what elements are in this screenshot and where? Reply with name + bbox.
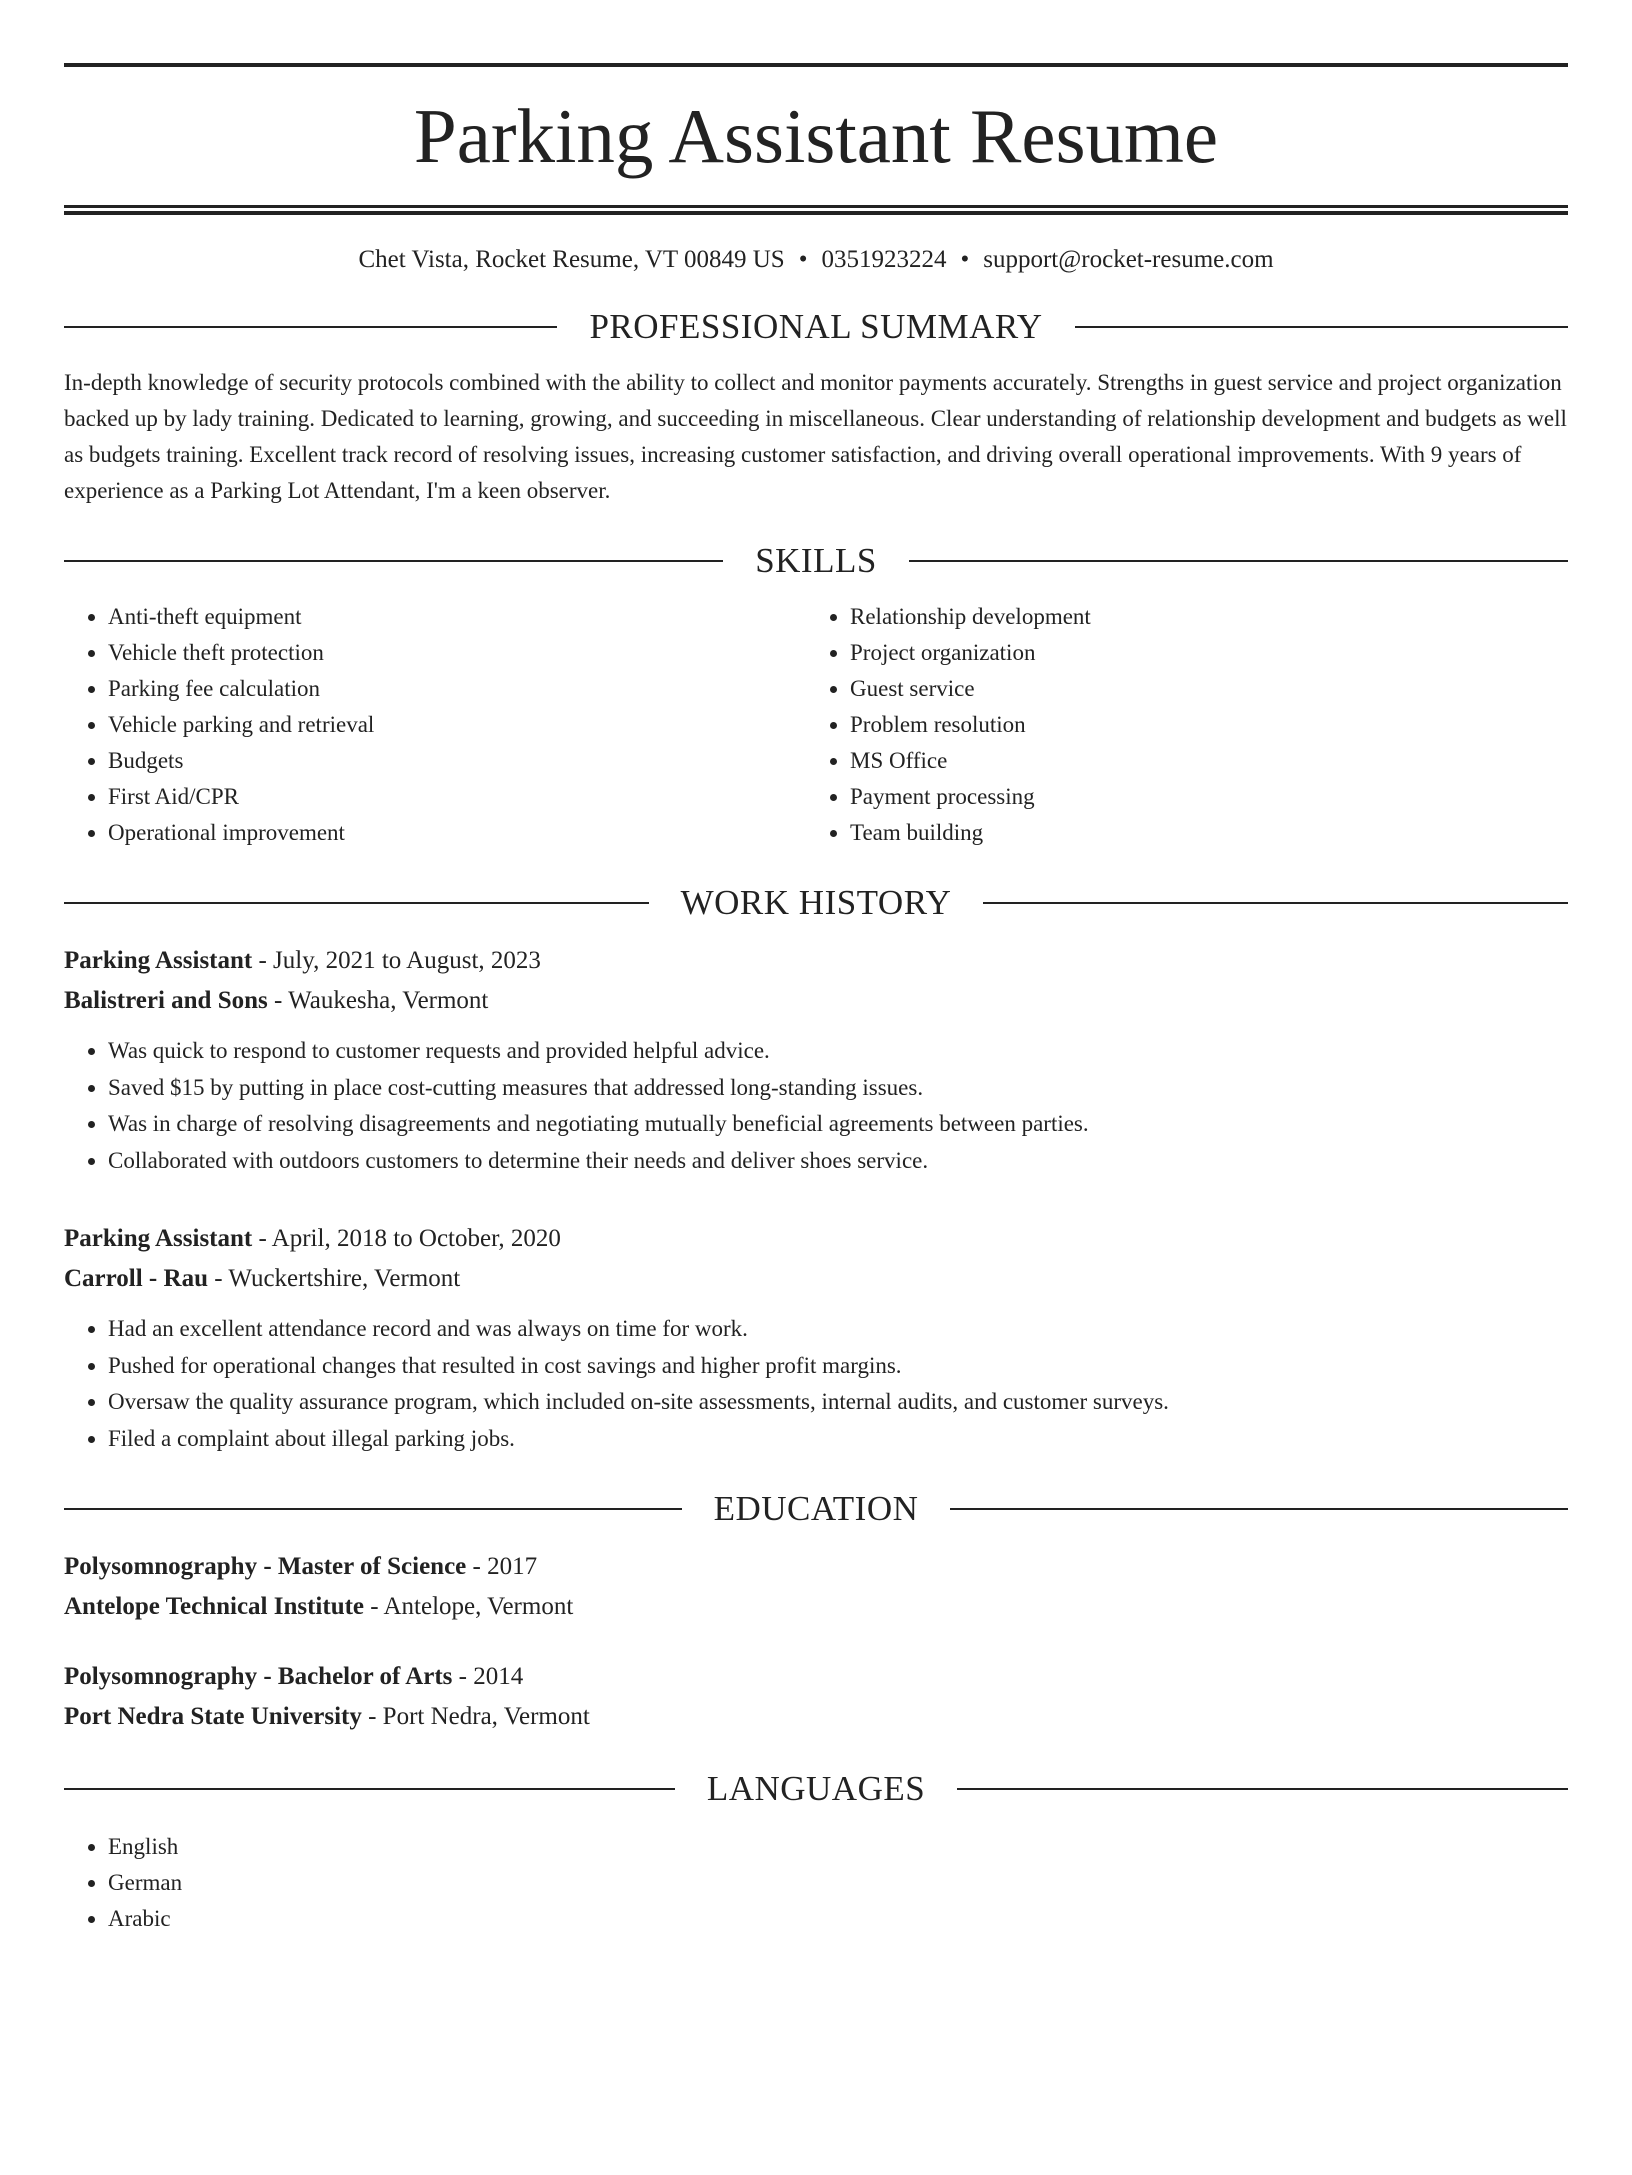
job-entry <box>64 941 1568 1179</box>
job-title-line <box>64 941 1568 981</box>
job-title: Parking Assistant <box>64 1225 253 1252</box>
skills-list-right <box>806 599 1568 851</box>
education-degree: Polysomnography - Bachelor of Arts <box>64 1663 453 1690</box>
skill-item: • Budgets <box>108 743 806 779</box>
contact-separator: • <box>798 246 808 273</box>
skill-item: • Relationship development <box>850 599 1568 635</box>
job-title-line <box>64 1219 1568 1259</box>
education-degree: Polysomnography - Master of Science <box>64 1553 467 1580</box>
education-year: - 2017 <box>466 1553 538 1580</box>
job-bullets <box>64 1311 1568 1457</box>
job-bullet: • Had an excellent attendance record and was always on time for work. <box>108 1311 1568 1348</box>
job-entry <box>64 1219 1568 1457</box>
job-bullet: • Saved $15 by putting in place cost-cutting measures that addressed long-standing issues. <box>108 1070 1568 1107</box>
job-company-line <box>64 981 1568 1021</box>
heading-rule-left <box>64 560 723 562</box>
skill-item: • Team building <box>850 815 1568 851</box>
heading-rule-left <box>64 1788 675 1790</box>
skill-item: • Anti-theft equipment <box>108 599 806 635</box>
education-entry <box>64 1657 1568 1737</box>
heading-rule-left <box>64 902 649 904</box>
section-title: PROFESSIONAL SUMMARY <box>589 307 1043 346</box>
job-bullet: • Was quick to respond to customer requests and provided helpful advice. <box>108 1033 1568 1070</box>
contact-address: Chet Vista, Rocket Resume, VT 00849 US <box>358 246 785 273</box>
skill-item: • MS Office <box>850 743 1568 779</box>
education-entry <box>64 1547 1568 1627</box>
job-company: Balistreri and Sons <box>64 987 268 1014</box>
job-bullet: • Pushed for operational changes that resulted in cost savings and higher profit margins. <box>108 1348 1568 1385</box>
skill-item: • Guest service <box>850 671 1568 707</box>
skill-item: • Vehicle theft protection <box>108 635 806 671</box>
heading-rule-left <box>64 1508 682 1510</box>
heading-rule-right <box>983 902 1568 904</box>
education-degree-line <box>64 1547 1568 1587</box>
skill-item: • Project organization <box>850 635 1568 671</box>
heading-rule-right <box>957 1788 1568 1790</box>
contact-phone: 0351923224 <box>821 246 947 273</box>
resume-title: Parking Assistant Resume <box>413 93 1219 179</box>
job-company-line <box>64 1259 1568 1299</box>
education-school-line <box>64 1697 1568 1737</box>
skills-list-left <box>64 599 806 851</box>
language-item: • English <box>108 1829 1568 1865</box>
heading-rule-right <box>909 560 1568 562</box>
education-location: - Port Nedra, Vermont <box>361 1703 590 1730</box>
heading-rule-right <box>950 1508 1568 1510</box>
job-bullets <box>64 1033 1568 1179</box>
job-bullet: • Was in charge of resolving disagreements and negotiating mutually beneficial agreements between parties. <box>108 1106 1568 1143</box>
skill-item: • Parking fee calculation <box>108 671 806 707</box>
skill-item: • Operational improvement <box>108 815 806 851</box>
job-bullet: • Collaborated with outdoors customers to determine their needs and deliver shoes service. <box>108 1143 1568 1180</box>
section-heading-summary <box>64 307 1568 347</box>
job-location: - Wuckertshire, Vermont <box>207 1265 461 1292</box>
language-item: • German <box>108 1865 1568 1901</box>
job-dates: - April, 2018 to October, 2020 <box>252 1225 561 1252</box>
section-title: LANGUAGES <box>706 1769 926 1808</box>
job-location: - Waukesha, Vermont <box>267 987 489 1014</box>
section-heading-education <box>64 1489 1568 1529</box>
skill-item: • Vehicle parking and retrieval <box>108 707 806 743</box>
skill-item: • Payment processing <box>850 779 1568 815</box>
job-bullet: • Filed a complaint about illegal parking jobs. <box>108 1421 1568 1458</box>
contact-email: support@rocket-resume.com <box>983 246 1274 273</box>
language-item: • Arabic <box>108 1901 1568 1937</box>
section-heading-work <box>64 883 1568 923</box>
job-bullet: • Oversaw the quality assurance program, which included on-site assessments, internal audits, and customer surveys. <box>108 1384 1568 1421</box>
contact-separator: • <box>960 246 970 273</box>
education-degree-line <box>64 1657 1568 1697</box>
job-company: Carroll - Rau <box>64 1265 208 1292</box>
section-title: EDUCATION <box>713 1489 919 1528</box>
resume-page <box>64 63 1568 1937</box>
section-title: WORK HISTORY <box>680 883 952 922</box>
section-heading-skills <box>64 541 1568 581</box>
skill-item: • Problem resolution <box>850 707 1568 743</box>
skills-columns <box>64 599 1568 851</box>
education-location: - Antelope, Vermont <box>364 1593 574 1620</box>
job-dates: - July, 2021 to August, 2023 <box>252 947 541 974</box>
heading-rule-right <box>1075 326 1568 328</box>
contact-line <box>64 245 1568 275</box>
education-school: Antelope Technical Institute <box>64 1593 365 1620</box>
skill-item: • First Aid/CPR <box>108 779 806 815</box>
heading-rule-left <box>64 326 557 328</box>
section-heading-languages <box>64 1769 1568 1809</box>
languages-list <box>64 1829 1568 1937</box>
education-year: - 2014 <box>452 1663 524 1690</box>
job-title: Parking Assistant <box>64 947 253 974</box>
section-title: SKILLS <box>755 541 877 580</box>
summary-text: In-depth knowledge of security protocols combined with the ability to collect and monitor payments accurately. Strengths in guest service and project organization backed up by lady training. Dedicated to learning, growing, and succeeding in miscellaneous. Clear understanding of relationship development and budgets as well as budgets training. Excellent track record of resolving issues, increasing customer satisfaction, and driving overall operational improvements. With 9 years of experience as a Parking Lot Attendant, I'm a keen observer. <box>64 370 1567 503</box>
education-school-line <box>64 1587 1568 1627</box>
title-double-rule <box>64 205 1568 215</box>
education-school: Port Nedra State University <box>64 1703 362 1730</box>
